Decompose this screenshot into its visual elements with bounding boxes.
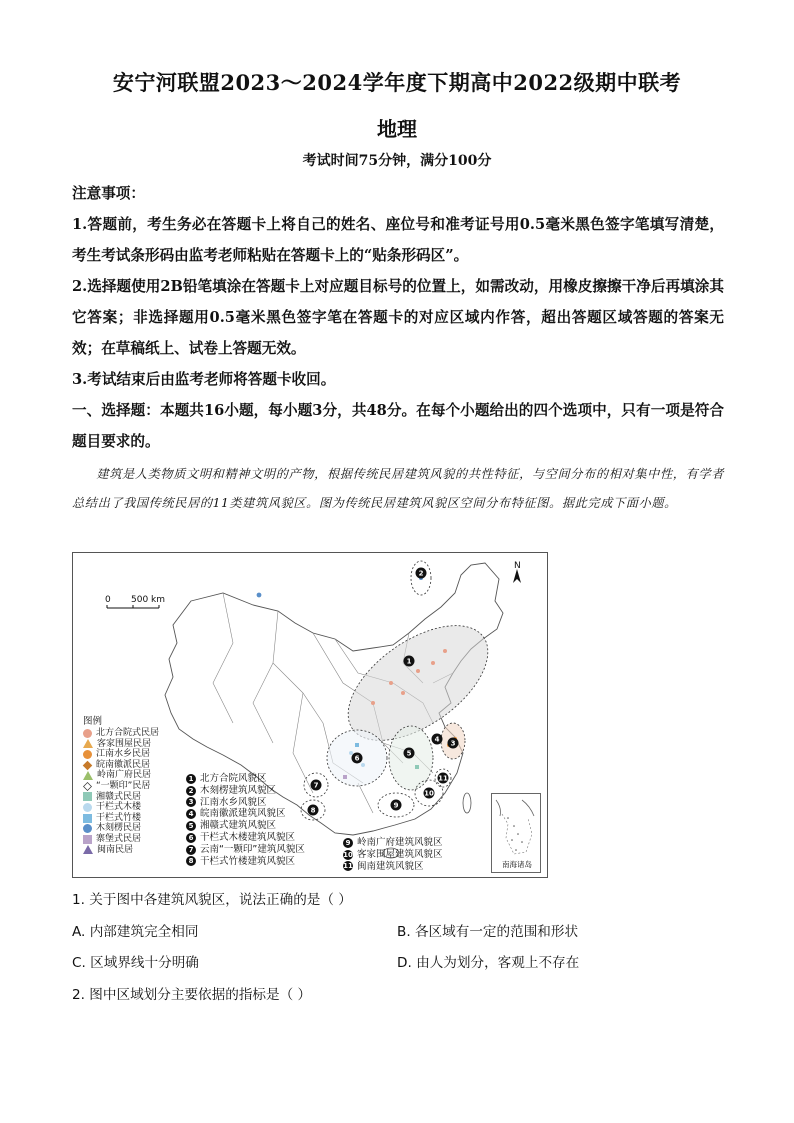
notice-item-2: 2.选择题使用2B铅笔填涂在答题卡上对应题目标号的位置上，如需改动，用橡皮擦擦干净后再填涂其它答案；非选择题用0.5毫米黑色签字笔在答题卡的对应区域内作答，超出答题区域答题的答案无效；在草稿纸上、试卷上答题无效。 (72, 278, 724, 357)
legend-symbol-icon (83, 845, 93, 854)
legend-label: 客家围屋民居 (97, 738, 152, 749)
region-item (343, 837, 443, 849)
region-label: 江南水乡风貌区 (200, 796, 267, 808)
region-item (343, 849, 443, 861)
region-label: 干栏式木楼建筑风貌区 (200, 831, 296, 843)
legend-symbol-icon (83, 803, 92, 812)
region-number: 8 (186, 856, 196, 866)
svg-text:1: 1 (406, 657, 412, 666)
legend-label: 北方合院式民居 (96, 728, 160, 738)
svg-text:10: 10 (424, 789, 434, 798)
legend-symbol-icon (83, 750, 92, 759)
region-item (343, 861, 443, 873)
legend-label: 木刻楞民居 (96, 823, 142, 834)
north-arrow-icon (513, 569, 521, 583)
legend-symbol-icon (83, 739, 93, 748)
legend-label: 江南水乡民居 (96, 749, 151, 760)
svg-text:8: 8 (310, 806, 316, 815)
legend-symbol-icon (83, 824, 92, 833)
south-china-sea-inset (491, 793, 541, 873)
region-item (186, 773, 305, 785)
region-number: 6 (186, 833, 196, 843)
region-label: 干栏式竹楼建筑风貌区 (200, 855, 296, 867)
svg-text:6: 6 (354, 754, 360, 763)
legend-symbol-icon (83, 782, 92, 791)
legend-item (83, 823, 159, 834)
legend-item (83, 813, 159, 824)
region-item (186, 785, 305, 797)
question-2: 2. 图中区域划分主要依据的指标是（ ） (72, 987, 312, 1003)
region-label: 客家围屋建筑风貌区 (357, 848, 443, 860)
taiwan-island (463, 793, 471, 813)
region-number: 9 (343, 838, 353, 848)
svg-text:11: 11 (438, 774, 448, 783)
china-map-figure (72, 552, 548, 878)
svg-text:7: 7 (313, 781, 319, 790)
legend-label: 寨堡式民居 (96, 833, 142, 844)
region-item (186, 856, 305, 868)
legend-label: “一颗印”民居 (96, 780, 151, 791)
region-number: 5 (186, 821, 196, 831)
north-label: N (514, 561, 521, 571)
region-item (186, 844, 305, 856)
region-item (186, 820, 305, 832)
region-item (186, 808, 305, 820)
legend-label: 闽南民居 (97, 844, 134, 855)
region-label: 岭南广府建筑风貌区 (357, 837, 443, 848)
legend-item (83, 760, 159, 771)
section-heading: 一、选择题：本题共16小题，每小题3分，共48分。在每个小题给出的四个选项中，只有一项是符合题目要求的。 (72, 402, 724, 450)
subject-title: 地理 (377, 117, 417, 141)
region-number: 11 (343, 862, 353, 871)
legend-label: 干栏式木楼 (96, 802, 142, 813)
region-number: 10 (343, 850, 353, 859)
legend-item (83, 792, 159, 803)
legend-symbol-icon (83, 729, 92, 738)
region-number: 1 (186, 774, 196, 784)
region-number: 7 (186, 845, 196, 855)
question-1: 1. 关于图中各建筑风貌区，说法正确的是（ ） (72, 892, 352, 908)
region-number: 3 (186, 797, 196, 807)
notice-heading: 注意事项： (72, 185, 145, 202)
region-label: 木刻楞建筑风貌区 (200, 784, 277, 796)
region-label: 闽南建筑风貌区 (357, 860, 424, 872)
scale-label: 500 km (131, 595, 166, 605)
legend-symbol-icon (83, 792, 92, 801)
q1-option-a: A. 内部建筑完全相同 (72, 924, 199, 940)
svg-text:5: 5 (406, 749, 412, 758)
legend-symbol-icon (83, 760, 93, 770)
legend-item (83, 739, 159, 750)
region-label: 皖南徽派建筑风貌区 (200, 808, 286, 820)
legend-list (83, 728, 159, 855)
q1-option-b: B. 各区域有一定的范围和形状 (397, 924, 579, 940)
region-number: 2 (186, 786, 196, 796)
svg-text:3: 3 (450, 739, 456, 748)
legend-item (83, 802, 159, 813)
legend-item (83, 781, 159, 792)
legend-label: 湘赣式民居 (96, 791, 142, 802)
reading-passage: 建筑是人类物质文明和精神文明的产物，根据传统民居建筑风貌的共性特征，与空间分布的相对集中性，有学者总结出了我国传统民居的11类建筑风貌区。图为传统民居建筑风貌区空间分布特征图。据此完成下面小题。 (72, 467, 724, 510)
exam-title: 安宁河联盟2023～2024学年度下期高中2022级期中联考 (112, 70, 682, 95)
legend-label: 岭南广府民居 (97, 770, 152, 781)
region-label: 云南“一颗印”建筑风貌区 (200, 843, 305, 855)
region-list-col1 (186, 773, 305, 867)
q1-option-d: D. 由人为划分，客观上不存在 (397, 955, 580, 971)
region-number: 4 (186, 809, 196, 819)
exam-time: 考试时间75分钟，满分100分 (302, 153, 492, 169)
region-list-col2 (343, 837, 443, 872)
inset-label: 南海诸岛 (502, 860, 532, 869)
notice-item-1: 1.答题前，考生务必在答题卡上将自己的姓名、座位号和准考证号用0.5毫米黑色签字笔填写清楚，考生考试条形码由监考老师粘贴在答题卡上的“贴条形码区”。 (72, 216, 724, 264)
legend-item (83, 728, 159, 739)
legend-item (83, 770, 159, 781)
legend-symbol-icon (83, 771, 93, 780)
legend-label: 皖南徽派民居 (96, 759, 151, 770)
legend-label: 干栏式竹楼 (96, 812, 142, 823)
scale-zero: 0 (105, 595, 111, 605)
region-label: 湘赣式建筑风貌区 (200, 820, 277, 832)
legend-item (83, 834, 159, 845)
region-item (186, 832, 305, 844)
svg-text:4: 4 (434, 735, 440, 744)
legend-title: 图例 (83, 716, 103, 727)
region-item (186, 797, 305, 809)
q1-option-c: C. 区域界线十分明确 (72, 955, 199, 971)
legend-symbol-icon (83, 814, 92, 823)
legend-item (83, 845, 159, 856)
legend-item (83, 749, 159, 760)
svg-text:2: 2 (418, 569, 424, 578)
region-label: 北方合院风貌区 (200, 773, 267, 784)
notice-item-3: 3.考试结束后由监考老师将答题卡收回。 (72, 371, 336, 388)
svg-text:9: 9 (393, 801, 399, 810)
legend-symbol-icon (83, 835, 92, 844)
